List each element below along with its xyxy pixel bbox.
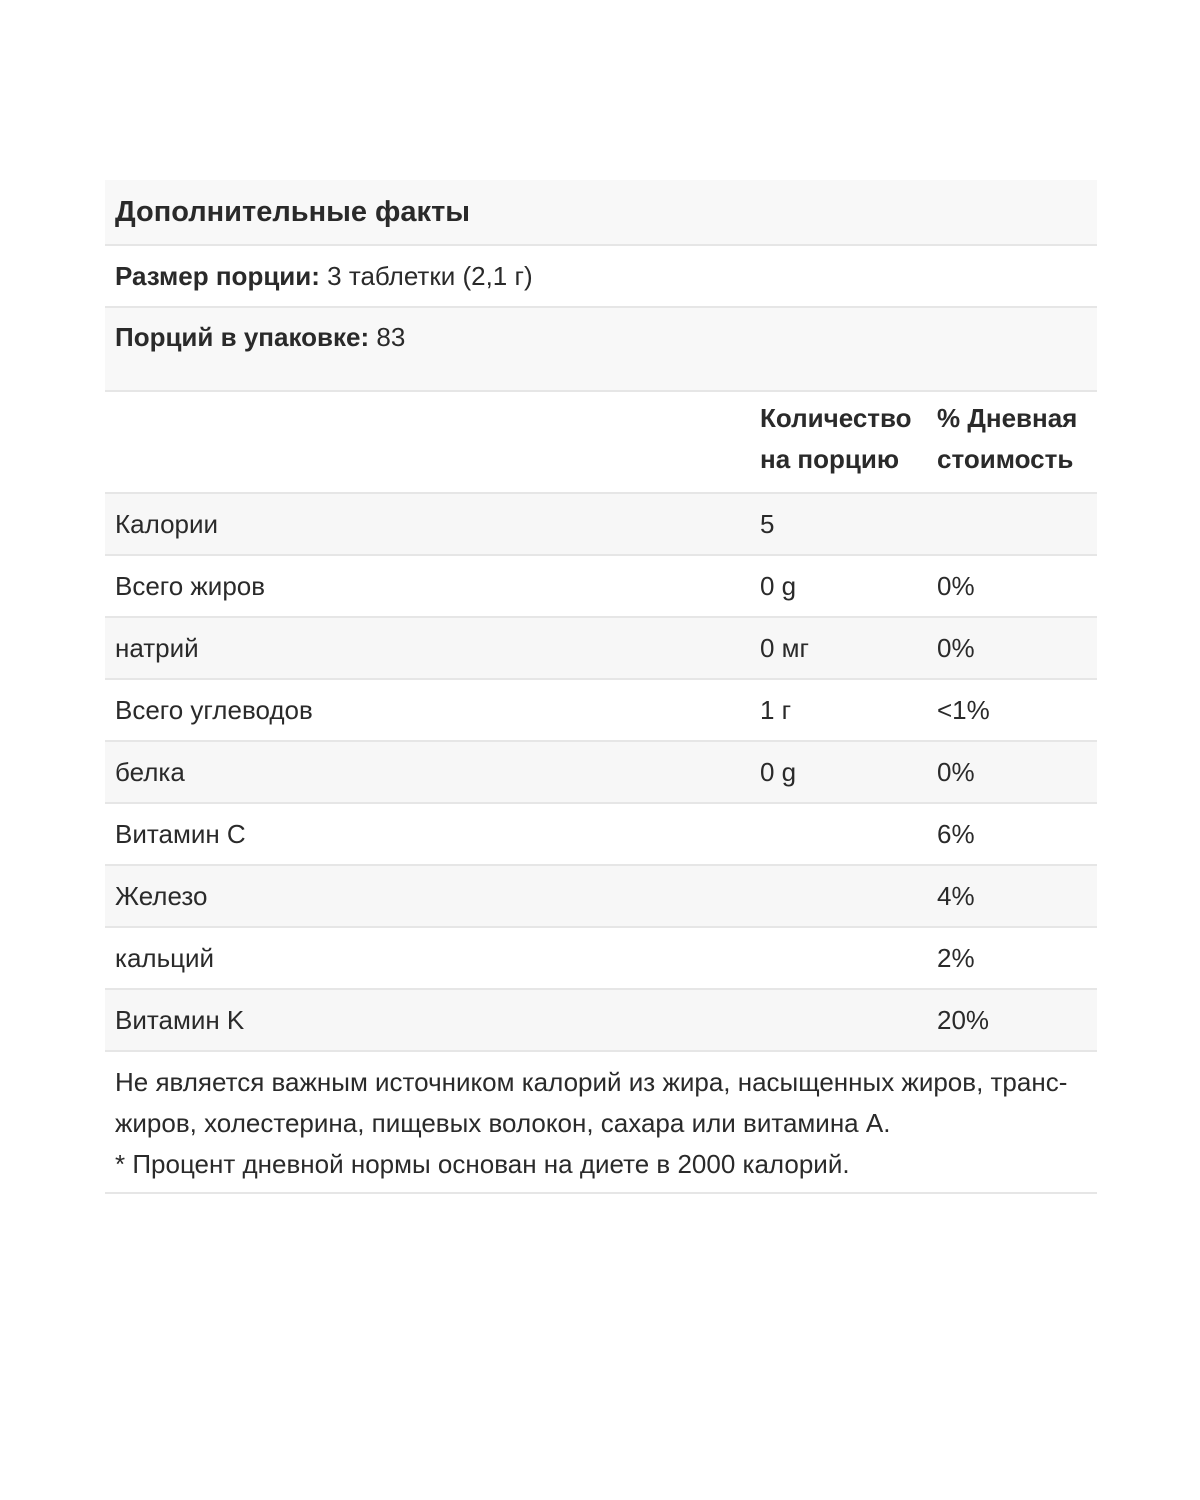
column-header-amount-line2: на порцию (760, 444, 900, 474)
nutrient-name: Всего жиров (115, 570, 266, 601)
footnote-line2: жиров, холестерина, пищевых волокон, сахара или витамина А. (115, 1108, 891, 1138)
nutrient-dv: 6% (937, 818, 975, 849)
serving-size-row (105, 246, 1097, 308)
nutrient-amount: 0 g (760, 570, 797, 601)
nutrient-dv: 0% (937, 570, 975, 601)
servings-per-container-value: 83 (376, 322, 406, 352)
nutrient-row-calories (105, 494, 1097, 556)
facts-title-row (105, 180, 1097, 246)
servings-per-container-row (105, 308, 1097, 392)
nutrient-name: белка (115, 756, 185, 787)
footnote-line3: * Процент дневной нормы основан на диете в 2000 калорий. (115, 1149, 850, 1179)
nutrient-row-calcium (105, 928, 1097, 990)
nutrient-dv: <1% (937, 694, 990, 725)
nutrient-row-vitamin-c (105, 804, 1097, 866)
nutrient-name: Железо (115, 880, 208, 911)
column-header-row (105, 392, 1097, 494)
column-header-amount-line1: Количество (760, 403, 912, 433)
nutrient-row-sodium (105, 618, 1097, 680)
footnote (105, 1052, 1097, 1194)
nutrient-amount: 5 (760, 508, 775, 539)
facts-title: Дополнительные факты (115, 195, 471, 228)
column-header-dv (937, 398, 1097, 480)
nutrient-dv: 0% (937, 632, 975, 663)
nutrient-dv: 4% (937, 880, 975, 911)
nutrient-row-iron (105, 866, 1097, 928)
nutrient-name: натрий (115, 632, 199, 663)
servings-per-container-label: Порций в упаковке: (115, 322, 370, 352)
nutrient-row-protein (105, 742, 1097, 804)
nutrient-row-vitamin-k (105, 990, 1097, 1052)
nutrient-amount: 1 г (760, 694, 792, 725)
serving-size-value: 3 таблетки (2,1 г) (327, 260, 533, 291)
nutrient-amount: 0 g (760, 756, 797, 787)
nutrient-dv: 2% (937, 942, 975, 973)
nutrient-dv: 20% (937, 1004, 990, 1035)
nutrient-name: Витамин K (115, 1004, 245, 1035)
nutrient-name: Всего углеводов (115, 694, 313, 725)
nutrient-amount: 0 мг (760, 632, 810, 663)
column-header-dv-line2: стоимость (937, 444, 1074, 474)
column-header-amount (760, 398, 937, 480)
nutrient-dv: 0% (937, 756, 975, 787)
serving-size-label: Размер порции: (115, 260, 320, 291)
nutrient-row-total-carbs (105, 680, 1097, 742)
nutrient-name: Витамин С (115, 818, 246, 849)
nutrient-name: кальций (115, 942, 215, 973)
footnote-line1: Не является важным источником калорий из жира, насыщенных жиров, транс- (115, 1067, 1068, 1097)
supplement-facts-table (105, 180, 1097, 1194)
column-header-dv-line1: % Дневная (937, 403, 1078, 433)
nutrient-name: Калории (115, 508, 219, 539)
nutrient-row-total-fat (105, 556, 1097, 618)
